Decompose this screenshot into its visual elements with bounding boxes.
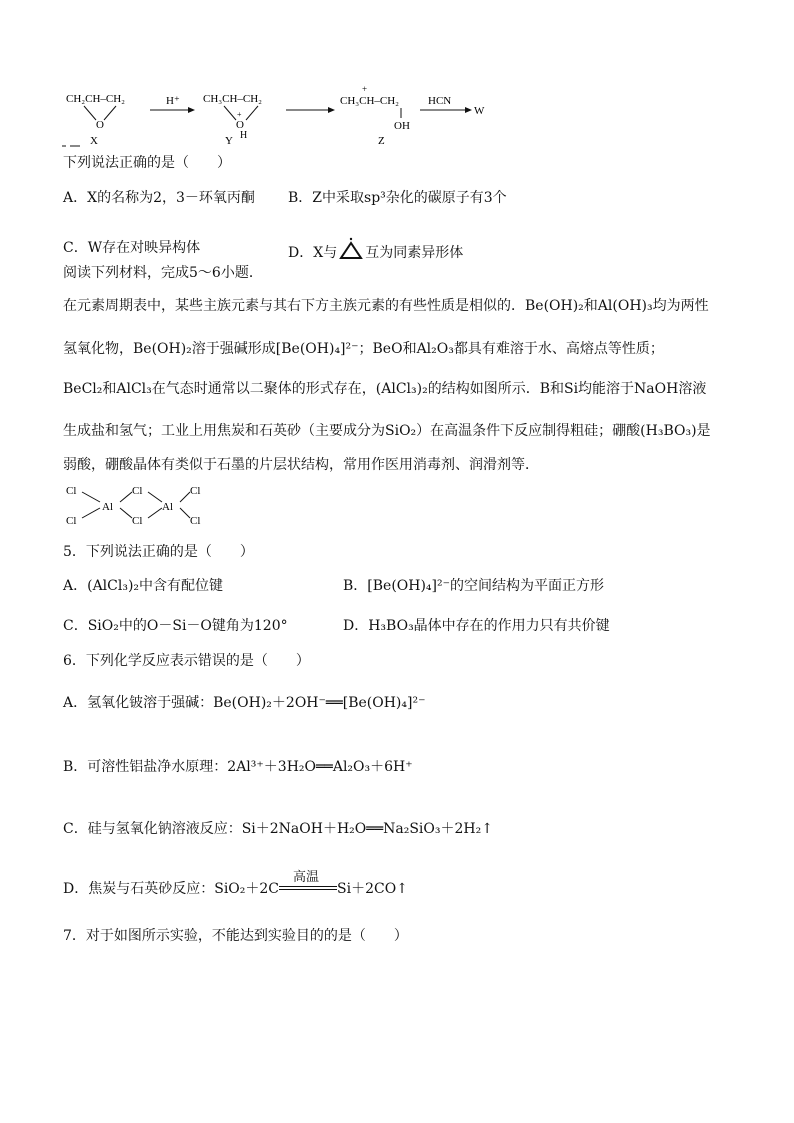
q4-stem: 下列说法正确的是（ ） [63,155,231,171]
reaction-condition [279,870,337,896]
passage-line-5: 弱酸，硼酸晶体有类似于石墨的片层状结构，常用作医用消毒剂、润滑剂等． [63,457,539,473]
reaction-scheme [60,86,520,152]
cl-top-left: Cl [66,485,77,497]
q5-option-d: D．H₃BO₃晶体中存在的作用力只有共价键 [343,618,610,634]
x-oxygen: O [96,119,104,131]
al-left: Al [102,501,113,513]
q6-option-c: C．硅与氢氧化钠溶液反应：Si＋2NaOH＋H₂O══Na₂SiO₃＋2H₂↑ [63,821,493,837]
passage-intro: 阅读下列材料，完成5～6小题． [63,265,263,281]
q4-option-b: B．Z中采取sp³杂化的碳原子有3个 [288,190,507,206]
y-formula: CH₃CH–CH₂ [203,93,263,105]
z-hydroxyl: OH [394,120,410,132]
cl-bridge-top: Cl [132,485,143,497]
reagent-hcn: HCN [428,95,452,107]
z-label: Z [378,135,385,147]
x-formula: CH₂CH–CH₂ [66,93,126,105]
q6-option-d-prefix: D．焦炭与石英砂反应：SiO₂＋2C [63,881,280,897]
q4-option-d-prefix: D．X与 [288,245,338,261]
condition-high-temp: 高温 [293,870,320,885]
q6-option-d [63,870,408,898]
x-label: X [90,135,98,147]
q6-option-b: B．可溶性铝盐净水原理：2Al³⁺＋3H₂O══Al₂O₃＋6H⁺ [63,759,413,775]
reagent-h-plus: H⁺ [166,95,180,107]
svg-text:+: + [362,86,368,94]
cl-bottom-left: Cl [66,515,77,527]
q5-option-a: A．(AlCl₃)₂中含有配位键 [63,578,224,594]
y-oxygen: O [236,119,244,131]
cl-top-right: Cl [190,485,201,497]
al-right: Al [162,501,173,513]
passage-line-1: 在元素周期表中，某些主族元素与其右下方主族元素的有些性质是相似的．Be(OH)₂和Al(OH)₃均为两性 [63,298,709,314]
q6-option-d-suffix: Si＋2CO↑ [337,881,408,897]
q6-option-a: A．氢氧化铍溶于强碱：Be(OH)₂＋2OH⁻══[Be(OH)₄]²⁻ [63,695,426,711]
svg-text:+: + [237,110,242,119]
passage-line-2: 氢氧化物，Be(OH)₂溶于强碱形成[Be(OH)₄]²⁻；BeO和Al₂O₃都具有难溶于水、高熔点等性质； [63,341,664,357]
alcl3-dimer-structure [62,480,222,530]
passage-line-4: 生成盐和氢气；工业上用焦炭和石英砂（主要成分为SiO₂）在高温条件下反应制得粗硅；硼酸(H₃BO₃)是 [63,423,711,439]
q4-option-a: A．X的名称为2，3－环氧丙酮 [63,190,255,206]
y-hydrogen: H [240,130,248,141]
q4-option-d [288,237,463,262]
cl-bottom-right: Cl [190,515,201,527]
q7-stem: 7．对于如图所示实验，不能达到实验目的的是（ ） [63,928,408,944]
q6-stem: 6．下列化学反应表示错误的是（ ） [63,653,310,669]
q4-option-d-suffix: 互为同素异形体 [365,245,464,261]
y-label: Y [225,135,233,147]
q5-option-b: B．[Be(OH)₄]²⁻的空间结构为平面正方形 [343,578,605,594]
passage-line-3: BeCl₂和AlCl₃在气态时通常以二聚体的形式存在，(AlCl₃)₂的结构如图所示．B和Si均能溶于NaOH溶液 [63,381,707,397]
q5-stem: 5．下列说法正确的是（ ） [63,544,254,560]
q4-option-c: C．W存在对映异构体 [63,240,201,256]
ozone-triangle-icon [337,237,365,261]
z-formula: CH₃CH–CH₂ [340,95,400,107]
cl-bridge-bottom: Cl [132,515,143,527]
q5-option-c: C．SiO₂中的O－Si－O键角为120° [63,618,288,634]
product-w: W [474,105,485,117]
